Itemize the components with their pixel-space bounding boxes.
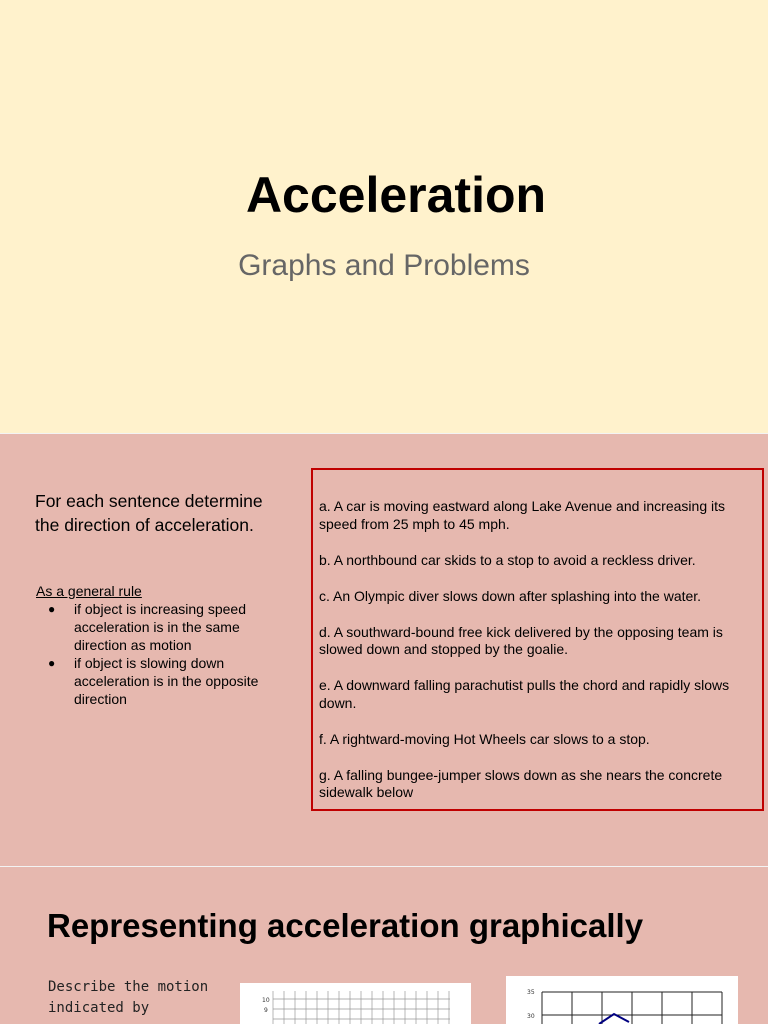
graphing-slide — [0, 867, 768, 1024]
grid — [273, 991, 450, 1024]
direction-slide — [0, 434, 768, 866]
rule-item — [48, 654, 286, 708]
handwritten-prompt: Describe the motion indicated by — [48, 979, 209, 1016]
tick-label: 10 — [262, 997, 270, 1004]
rule-heading: As a general rule — [36, 583, 142, 599]
general-rule — [36, 582, 286, 708]
slide-title: Acceleration — [245, 167, 547, 223]
graph-right-svg — [506, 976, 738, 1024]
bullet-icon: ● — [48, 602, 56, 616]
rule-item — [48, 600, 286, 654]
rule-list — [36, 600, 286, 708]
rule-text: if object is slowing down acceleration is in the opposite direction — [74, 655, 259, 707]
slide-title: Representing acceleration graphically — [47, 907, 644, 944]
problem-e: e. A downward falling parachutist pulls the chord and rapidly slows down. — [319, 677, 730, 711]
problem-a: a. A car is moving eastward along Lake Avenue and increasing its speed from 25 mph to 45 mph. — [319, 498, 725, 532]
intro-text: For each sentence determine the direction of acceleration. — [35, 491, 263, 535]
tick-label: 35 — [527, 989, 535, 996]
problems-box — [311, 468, 764, 811]
graph-right — [506, 976, 738, 1024]
bullet-icon: ● — [48, 656, 56, 670]
grid — [542, 992, 722, 1024]
problem-d: d. A southward-bound free kick delivered by the opposing team is slowed down and stopped by the goalie. — [319, 623, 723, 657]
problem-f: f. A rightward-moving Hot Wheels car slows to a stop. — [319, 730, 650, 747]
rule-text: if object is increasing speed acceleration is in the same direction as motion — [74, 601, 246, 653]
problem-b: b. A northbound car skids to a stop to avoid a reckless driver. — [319, 551, 696, 568]
problem-c: c. An Olympic diver slows down after splashing into the water. — [319, 587, 702, 604]
slide-subtitle: Graphs and Problems — [238, 249, 530, 282]
tick-label: 30 — [527, 1013, 535, 1020]
graph-left — [240, 983, 471, 1024]
title-slide — [0, 0, 768, 433]
graph-left-svg — [240, 983, 471, 1024]
tick-label: 9 — [264, 1007, 268, 1014]
problem-g: g. A falling bungee-jumper slows down as she nears the concrete sidewalk below — [319, 766, 723, 800]
